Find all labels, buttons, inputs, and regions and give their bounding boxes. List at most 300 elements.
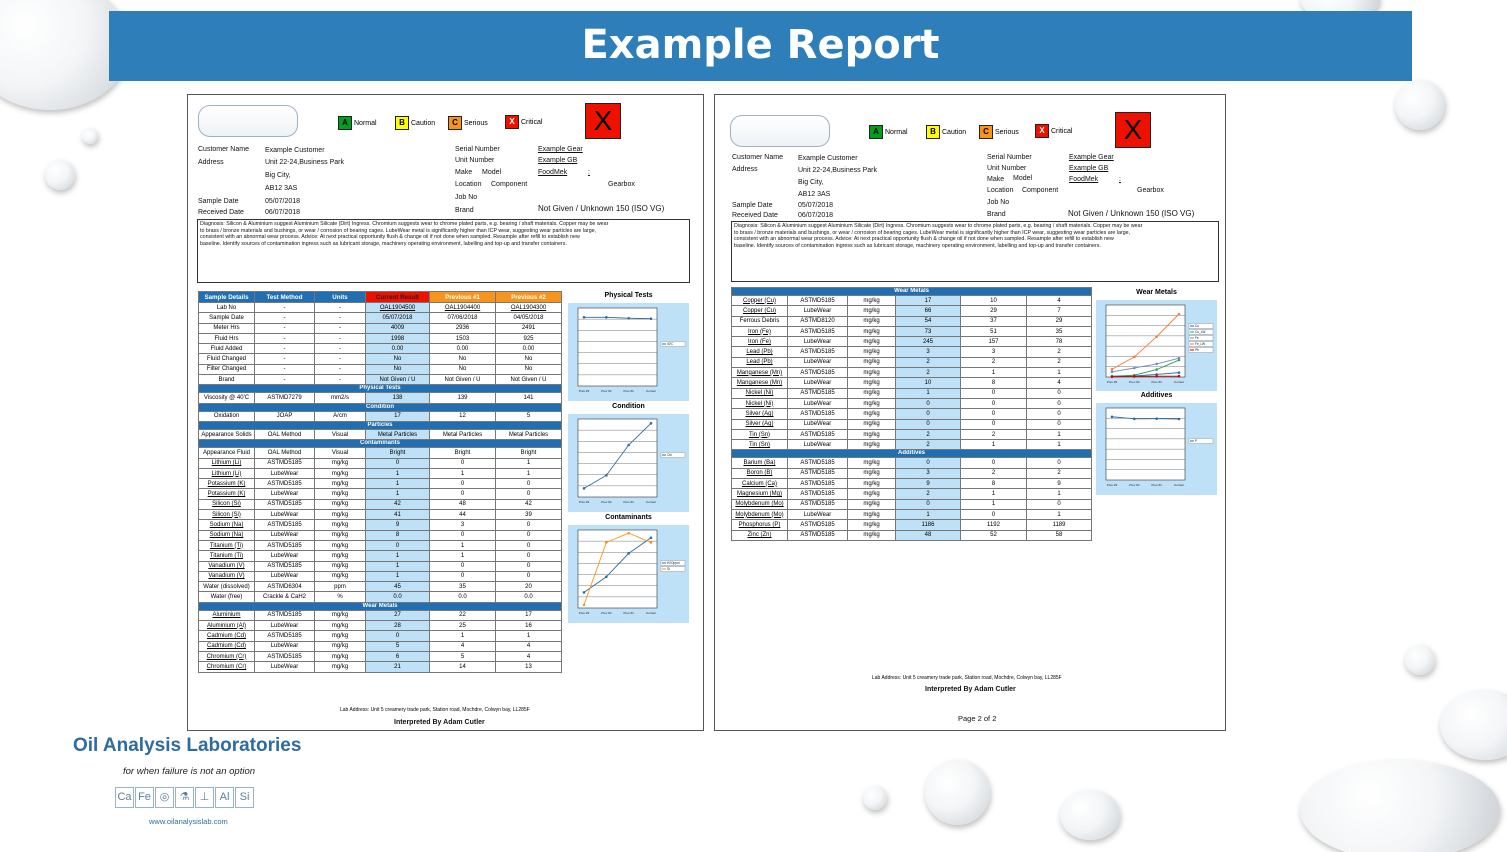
- table-row: [732, 337, 1092, 347]
- table-cell: 0: [961, 509, 1027, 519]
- current-result-cell: No: [366, 354, 430, 364]
- location-label: Location: [987, 187, 1014, 194]
- table-cell: mg/kg: [848, 458, 896, 468]
- section-title: Additives: [732, 450, 1092, 458]
- data-point: [605, 474, 608, 477]
- row-label[interactable]: Phosphorus (P): [732, 520, 788, 530]
- table-cell: mg/kg: [848, 347, 896, 357]
- table-cell: mg/kg: [315, 499, 366, 509]
- row-label[interactable]: Lithium (Li): [199, 458, 255, 468]
- table-cell: 9: [1027, 479, 1092, 489]
- table-cell: 2: [961, 429, 1027, 439]
- legend-code: B: [926, 125, 940, 139]
- row-label[interactable]: Iron (Fe): [732, 326, 788, 336]
- company-tagline: for when failure is not an option: [123, 766, 256, 777]
- current-result-cell: 73: [896, 326, 961, 336]
- row-label[interactable]: Boron (B): [732, 468, 788, 478]
- table-cell: Bright: [430, 448, 496, 458]
- table-cell: 2: [1027, 468, 1092, 478]
- table-cell: -: [255, 313, 315, 323]
- current-result-cell: Not Given / U: [366, 375, 430, 385]
- table-row: [732, 296, 1092, 306]
- table-cell: 0: [430, 489, 496, 499]
- table-cell: -: [255, 303, 315, 313]
- results-table: [731, 287, 1092, 541]
- table-cell: ASTMD8120: [788, 316, 848, 326]
- row-label[interactable]: Iron (Fe): [732, 337, 788, 347]
- row-label[interactable]: Silver (Ag): [732, 409, 788, 419]
- x-tick-label: Prev #1: [623, 500, 634, 504]
- table-cell: mg/kg: [848, 409, 896, 419]
- current-result-cell: 54: [896, 316, 961, 326]
- table-row: [732, 357, 1092, 367]
- chart-contaminants: [568, 513, 689, 623]
- table-row: [199, 393, 562, 403]
- lab-address: Lab Address: Unit 5 creamery trade park, Station road, Mochdre, Colwyn bay, LL285F: [340, 707, 530, 713]
- row-label[interactable]: Aluminium (Al): [199, 621, 255, 631]
- table-cell: LubeWear: [255, 571, 315, 581]
- table-cell: 1: [1027, 440, 1092, 450]
- table-cell: 1: [430, 551, 496, 561]
- current-result-cell: 1: [896, 388, 961, 398]
- legend-label: Serious: [995, 128, 1019, 136]
- row-label[interactable]: Chromium (Cr): [199, 651, 255, 661]
- x-tick-label: Current: [645, 389, 657, 393]
- table-cell: ASTMD5185: [255, 610, 315, 620]
- row-label: Water (dissolved): [199, 582, 255, 592]
- data-point: [1111, 415, 1114, 418]
- location-label: Location: [455, 181, 482, 188]
- table-cell: 07/06/2018: [430, 313, 496, 323]
- plot-area: [578, 308, 657, 386]
- x-tick-label: Prev #3: [578, 389, 590, 393]
- table-cell: ASTMD5185: [788, 458, 848, 468]
- row-label[interactable]: Barium (Ba): [732, 458, 788, 468]
- interpreted-by: Interpreted By Adam Cutler: [925, 686, 1016, 693]
- diagnosis-box: [731, 221, 1219, 282]
- table-cell: ASTMD5185: [788, 489, 848, 499]
- table-cell: LubeWear: [255, 551, 315, 561]
- row-label[interactable]: Lithium (Li): [199, 468, 255, 478]
- table-cell: 141: [496, 393, 562, 403]
- row-label[interactable]: Zinc (Zn): [732, 530, 788, 540]
- x-tick-label: Prev #2: [601, 389, 612, 393]
- row-label[interactable]: Nickel (Ni): [732, 398, 788, 408]
- company-name: Oil Analysis Laboratories: [73, 735, 302, 756]
- row-label[interactable]: Sodium (Na): [199, 520, 255, 530]
- table-cell: 16: [496, 621, 562, 631]
- table-cell: LubeWear: [255, 641, 315, 651]
- series-line: [1112, 376, 1179, 377]
- data-point: [1111, 375, 1114, 378]
- chart-title: Condition: [612, 403, 645, 410]
- current-result-cell: No: [366, 364, 430, 374]
- section-header-row: [732, 450, 1092, 458]
- table-cell: 1: [961, 489, 1027, 499]
- section-title: Particles: [199, 421, 562, 429]
- current-result-cell: 138: [366, 393, 430, 403]
- table-cell: 22: [430, 610, 496, 620]
- legend-label: Caution: [942, 128, 967, 136]
- table-cell: mg/kg: [315, 651, 366, 661]
- table-row: [199, 610, 562, 620]
- table-row: [199, 333, 562, 343]
- table-cell: mg/kg: [848, 398, 896, 408]
- table-cell: mg/kg: [315, 458, 366, 468]
- table-cell: 0.0: [496, 592, 562, 602]
- make-value[interactable]: FoodMek: [1069, 176, 1099, 183]
- table-cell[interactable]: OAL1904300: [496, 303, 562, 313]
- row-label[interactable]: Calcium (Ca): [732, 479, 788, 489]
- diagnosis-line: to brass / bronze materials and bushings, or wear / corrosion of bearing cages. LubeWear metal is significantly higher than ICP wear, suggesting wear particles are large,: [200, 227, 597, 234]
- data-point: [627, 532, 630, 535]
- table-cell: mg/kg: [315, 530, 366, 540]
- table-cell: ASTMD5185: [255, 561, 315, 571]
- current-result-cell: 17: [896, 296, 961, 306]
- current-result-cell[interactable]: OAL1904500: [366, 303, 430, 313]
- row-label[interactable]: Potassium (K): [199, 489, 255, 499]
- table-cell: -: [255, 333, 315, 343]
- table-cell: 0: [496, 561, 562, 571]
- table-cell: 0: [430, 479, 496, 489]
- table-cell: mg/kg: [848, 419, 896, 429]
- table-cell: 44: [430, 510, 496, 520]
- table-cell[interactable]: OAL1904400: [430, 303, 496, 313]
- current-result-cell: 4009: [366, 323, 430, 333]
- table-cell: 925: [496, 333, 562, 343]
- current-result-cell: 2: [896, 440, 961, 450]
- report-title: Example Report: [109, 11, 1412, 81]
- table-row: [199, 354, 562, 364]
- legend-code: C: [979, 125, 993, 139]
- row-label[interactable]: Copper (Cu): [732, 296, 788, 306]
- table-cell: 1: [496, 468, 562, 478]
- table-cell: mg/kg: [315, 662, 366, 672]
- col-header: Previous #1: [430, 292, 496, 303]
- row-label[interactable]: Cadmium (Cd): [199, 641, 255, 651]
- table-cell: -: [255, 375, 315, 385]
- table-cell: -: [315, 303, 366, 313]
- chart-canvas: [568, 402, 689, 512]
- row-label[interactable]: Nickel (Ni): [732, 388, 788, 398]
- chart-canvas: [1096, 391, 1217, 495]
- table-cell: No: [430, 354, 496, 364]
- table-cell: 8: [961, 479, 1027, 489]
- table-cell: 0: [1027, 499, 1092, 509]
- table-cell: ASTMD5185: [255, 540, 315, 550]
- row-label[interactable]: Magnesium (Mg): [732, 489, 788, 499]
- row-label: Filter Changed: [199, 364, 255, 374]
- data-point: [650, 541, 653, 544]
- data-point: [1133, 356, 1136, 359]
- current-result-cell: 1: [366, 468, 430, 478]
- section-header-row: [732, 288, 1092, 296]
- diagnosis-line: consistent with an abnormal wear process. Advice: At next practical opportunity flush & change oil if not done when sampled. Resample after refill to establish new: [200, 234, 580, 241]
- row-label[interactable]: Titanium (Ti): [199, 540, 255, 550]
- data-point: [1155, 375, 1158, 378]
- section-header-row: [199, 602, 562, 610]
- customer-name: Example Customer: [798, 155, 858, 162]
- legend-label: Fe_LW: [1195, 342, 1206, 347]
- chart-wear-metals: [1096, 288, 1217, 392]
- table-cell: 0.0: [430, 592, 496, 602]
- component-label: Component: [1022, 187, 1059, 194]
- table-row: [199, 364, 562, 374]
- table-cell: 0: [496, 489, 562, 499]
- component-value: Gearbox: [1137, 187, 1164, 194]
- current-result-cell: 3: [896, 347, 961, 357]
- diagnosis-line: Diagnosis: Silicon & Aluminium suggest Aluminium Silicate (Dirt) Ingress. Chromium suggests wear to chrome plated parts, e.g. bearing / shaft materials. Copper may be wear: [734, 223, 1143, 229]
- table-cell: 0: [430, 530, 496, 540]
- chart-title: Wear Metals: [1136, 289, 1177, 296]
- table-cell: ASTMD6304: [255, 582, 315, 592]
- data-point: [605, 576, 608, 579]
- table-cell: LubeWear: [255, 530, 315, 540]
- x-tick-label: Prev #2: [601, 500, 612, 504]
- table-cell: 39: [496, 510, 562, 520]
- x-tick-label: Prev #2: [1129, 380, 1140, 384]
- legend-label: P: [1195, 439, 1198, 444]
- table-row: [732, 368, 1092, 378]
- diagnosis-line: baseline. Identify sources of contamination ingress such as lubricant storage, machinery operating environment, labelling and top-up and transfer containers.: [200, 240, 567, 247]
- table-row: [199, 303, 562, 313]
- current-result-cell: 0: [366, 458, 430, 468]
- table-cell: 1: [430, 540, 496, 550]
- table-row: [732, 409, 1092, 419]
- table-row: [732, 326, 1092, 336]
- table-row: [199, 571, 562, 581]
- table-row: [732, 388, 1092, 398]
- legend-label: Oxi: [667, 453, 672, 458]
- row-label[interactable]: Copper (Cu): [732, 306, 788, 316]
- table-cell: Not Given / U: [430, 375, 496, 385]
- legend-label: Si: [667, 567, 670, 572]
- table-row: [199, 448, 562, 458]
- section-title: Condition: [199, 403, 562, 411]
- table-cell: mg/kg: [315, 510, 366, 520]
- x-tick-label: Prev #2: [601, 611, 612, 615]
- data-point: [1178, 375, 1181, 378]
- legend-label: Fe: [1195, 336, 1199, 341]
- row-label[interactable]: Lead (Pb): [732, 357, 788, 367]
- unit-number[interactable]: Example GB: [538, 157, 578, 164]
- table-cell: 4: [496, 651, 562, 661]
- table-cell: ASTMD5185: [255, 520, 315, 530]
- table-cell: 3: [961, 347, 1027, 357]
- sample-tube-icon: [730, 115, 830, 147]
- table-cell: 0: [961, 419, 1027, 429]
- table-row: [199, 489, 562, 499]
- row-label[interactable]: Silicon (Si): [199, 510, 255, 520]
- table-cell: mg/kg: [315, 551, 366, 561]
- table-cell: -: [315, 344, 366, 354]
- element-logo-row: [115, 787, 254, 808]
- component-label: Component: [491, 181, 528, 188]
- serial-number[interactable]: Example Gear: [538, 146, 583, 153]
- row-label[interactable]: Tin (Sn): [732, 440, 788, 450]
- row-label: Appearance Fluid: [199, 448, 255, 458]
- water-drop-decoration: [863, 786, 887, 810]
- table-row: [732, 468, 1092, 478]
- data-point: [1155, 368, 1158, 371]
- row-label[interactable]: Silver (Ag): [732, 419, 788, 429]
- table-cell: 0: [961, 388, 1027, 398]
- table-cell: mg/kg: [315, 610, 366, 620]
- table-row: [732, 440, 1092, 450]
- component-value: Gearbox: [608, 181, 635, 188]
- table-cell: ASTMD5185: [788, 429, 848, 439]
- row-label[interactable]: Silicon (Si): [199, 499, 255, 509]
- table-cell: 04/05/2018: [496, 313, 562, 323]
- table-cell: -: [315, 313, 366, 323]
- row-label[interactable]: Tin (Sn): [732, 429, 788, 439]
- table-cell: 4: [496, 641, 562, 651]
- data-point: [583, 591, 586, 594]
- x-tick-label: Current: [1173, 483, 1185, 487]
- table-cell: 157: [961, 337, 1027, 347]
- table-cell: 4: [430, 641, 496, 651]
- table-cell: 25: [430, 621, 496, 631]
- table-cell: Visual: [315, 429, 366, 439]
- row-label: Sample Date: [199, 313, 255, 323]
- table-cell: mg/kg: [848, 520, 896, 530]
- row-label[interactable]: Molybdenum (Mo): [732, 499, 788, 509]
- table-cell: 1: [1027, 489, 1092, 499]
- x-tick-label: Prev #3: [578, 500, 590, 504]
- current-result-cell: 0: [896, 419, 961, 429]
- current-result-cell: 1: [366, 479, 430, 489]
- section-title: Contaminants: [199, 440, 562, 448]
- row-label[interactable]: Titanium (Ti): [199, 551, 255, 561]
- row-label: Water (free): [199, 592, 255, 602]
- customer-name-label: Customer Name: [732, 154, 783, 161]
- table-cell: mg/kg: [848, 316, 896, 326]
- row-label[interactable]: Manganese (Mn): [732, 368, 788, 378]
- table-cell: 35: [430, 582, 496, 592]
- table-cell: -: [255, 364, 315, 374]
- row-label[interactable]: Manganese (Mn): [732, 378, 788, 388]
- table-cell: LubeWear: [788, 306, 848, 316]
- table-cell: 1192: [961, 520, 1027, 530]
- row-label[interactable]: Cadmium (Cd): [199, 631, 255, 641]
- table-cell: mg/kg: [848, 468, 896, 478]
- sample-tube-icon: [198, 105, 298, 137]
- brand-value: Not Given / Unknown 150 (ISO VG): [1068, 209, 1195, 218]
- table-cell: LubeWear: [255, 510, 315, 520]
- brand-label: Brand: [987, 211, 1006, 218]
- table-cell: 0: [961, 458, 1027, 468]
- data-point: [627, 317, 630, 320]
- current-result-cell: 6: [366, 651, 430, 661]
- model-label: Model: [482, 169, 502, 176]
- current-result-cell: 9: [896, 479, 961, 489]
- data-point: [627, 444, 630, 447]
- table-row: [199, 561, 562, 571]
- table-cell: -: [315, 364, 366, 374]
- table-cell: mg/kg: [848, 296, 896, 306]
- current-result-cell: 1: [896, 509, 961, 519]
- table-row: [199, 651, 562, 661]
- current-result-cell: 66: [896, 306, 961, 316]
- table-cell: ASTMD5185: [788, 326, 848, 336]
- legend-label: 40'C: [667, 342, 674, 347]
- table-cell: mm2/s: [315, 393, 366, 403]
- current-result-cell: 1: [366, 571, 430, 581]
- data-point: [583, 487, 586, 490]
- diagnosis-line: Diagnosis: Silicon & Aluminium suggest Aluminium Silicate (Dirt) Ingress. Chromium suggests wear to chrome plated parts, e.g. bearing / shaft materials. Copper may be wear: [200, 221, 609, 227]
- row-label[interactable]: Vanadium (V): [199, 561, 255, 571]
- legend-critical: [505, 115, 542, 129]
- row-label[interactable]: Sodium (Na): [199, 530, 255, 540]
- page-number: Page 2 of 2: [958, 714, 997, 723]
- table-cell: 52: [961, 530, 1027, 540]
- table-cell: 8: [961, 378, 1027, 388]
- row-label[interactable]: Potassium (K): [199, 479, 255, 489]
- row-label[interactable]: Chromium (Cr): [199, 662, 255, 672]
- current-result-cell: 1998: [366, 333, 430, 343]
- water-drop-decoration: [1060, 790, 1120, 840]
- table-cell: 0: [961, 398, 1027, 408]
- table-cell: 7: [1027, 306, 1092, 316]
- table-cell: 0: [496, 479, 562, 489]
- legend-label: Pb: [1195, 348, 1199, 353]
- row-label[interactable]: Lead (Pb): [732, 347, 788, 357]
- col-header: Previous #2: [496, 292, 562, 303]
- table-cell: 35: [1027, 326, 1092, 336]
- table-row: [732, 499, 1092, 509]
- element-tile: Si: [235, 787, 254, 808]
- table-cell: 0: [1027, 458, 1092, 468]
- current-result-cell: 05/07/2018: [366, 313, 430, 323]
- table-row: [732, 398, 1092, 408]
- make-value[interactable]: FoodMek: [538, 169, 568, 176]
- row-label[interactable]: Molybdenum (Mo): [732, 509, 788, 519]
- table-cell: LubeWear: [255, 468, 315, 478]
- table-cell: LubeWear: [788, 509, 848, 519]
- table-cell: 29: [961, 306, 1027, 316]
- table-cell: ASTMD5185: [255, 479, 315, 489]
- row-label[interactable]: Vanadium (V): [199, 571, 255, 581]
- table-cell: 5: [496, 411, 562, 421]
- serial-number[interactable]: Example Gear: [1069, 154, 1114, 161]
- legend-normal: [338, 116, 377, 130]
- current-result-cell: 21: [366, 662, 430, 672]
- x-tick-label: Current: [645, 611, 657, 615]
- table-cell: Bright: [496, 448, 562, 458]
- table-row: [199, 479, 562, 489]
- table-cell: 2: [961, 468, 1027, 478]
- table-row: [732, 378, 1092, 388]
- table-row: [732, 429, 1092, 439]
- sample-date: 05/07/2018: [265, 198, 301, 205]
- x-tick-label: Prev #3: [1106, 483, 1118, 487]
- current-result-cell: 9: [366, 520, 430, 530]
- table-cell: 2491: [496, 323, 562, 333]
- water-drop-decoration: [45, 160, 75, 190]
- unit-number[interactable]: Example GB: [1069, 165, 1109, 172]
- table-cell: 0: [496, 520, 562, 530]
- table-cell: 1: [496, 631, 562, 641]
- legend-label: Cu_LW: [1195, 330, 1206, 335]
- current-result-cell: 10: [896, 378, 961, 388]
- table-cell: Crackle & CaH2: [255, 592, 315, 602]
- row-label[interactable]: Aluminium: [199, 610, 255, 620]
- table-row: [732, 489, 1092, 499]
- current-result-cell: 2: [896, 489, 961, 499]
- table-row: [199, 411, 562, 421]
- legend-label: Caution: [411, 119, 436, 127]
- company-website-link[interactable]: www.oilanalysislab.com: [149, 817, 228, 826]
